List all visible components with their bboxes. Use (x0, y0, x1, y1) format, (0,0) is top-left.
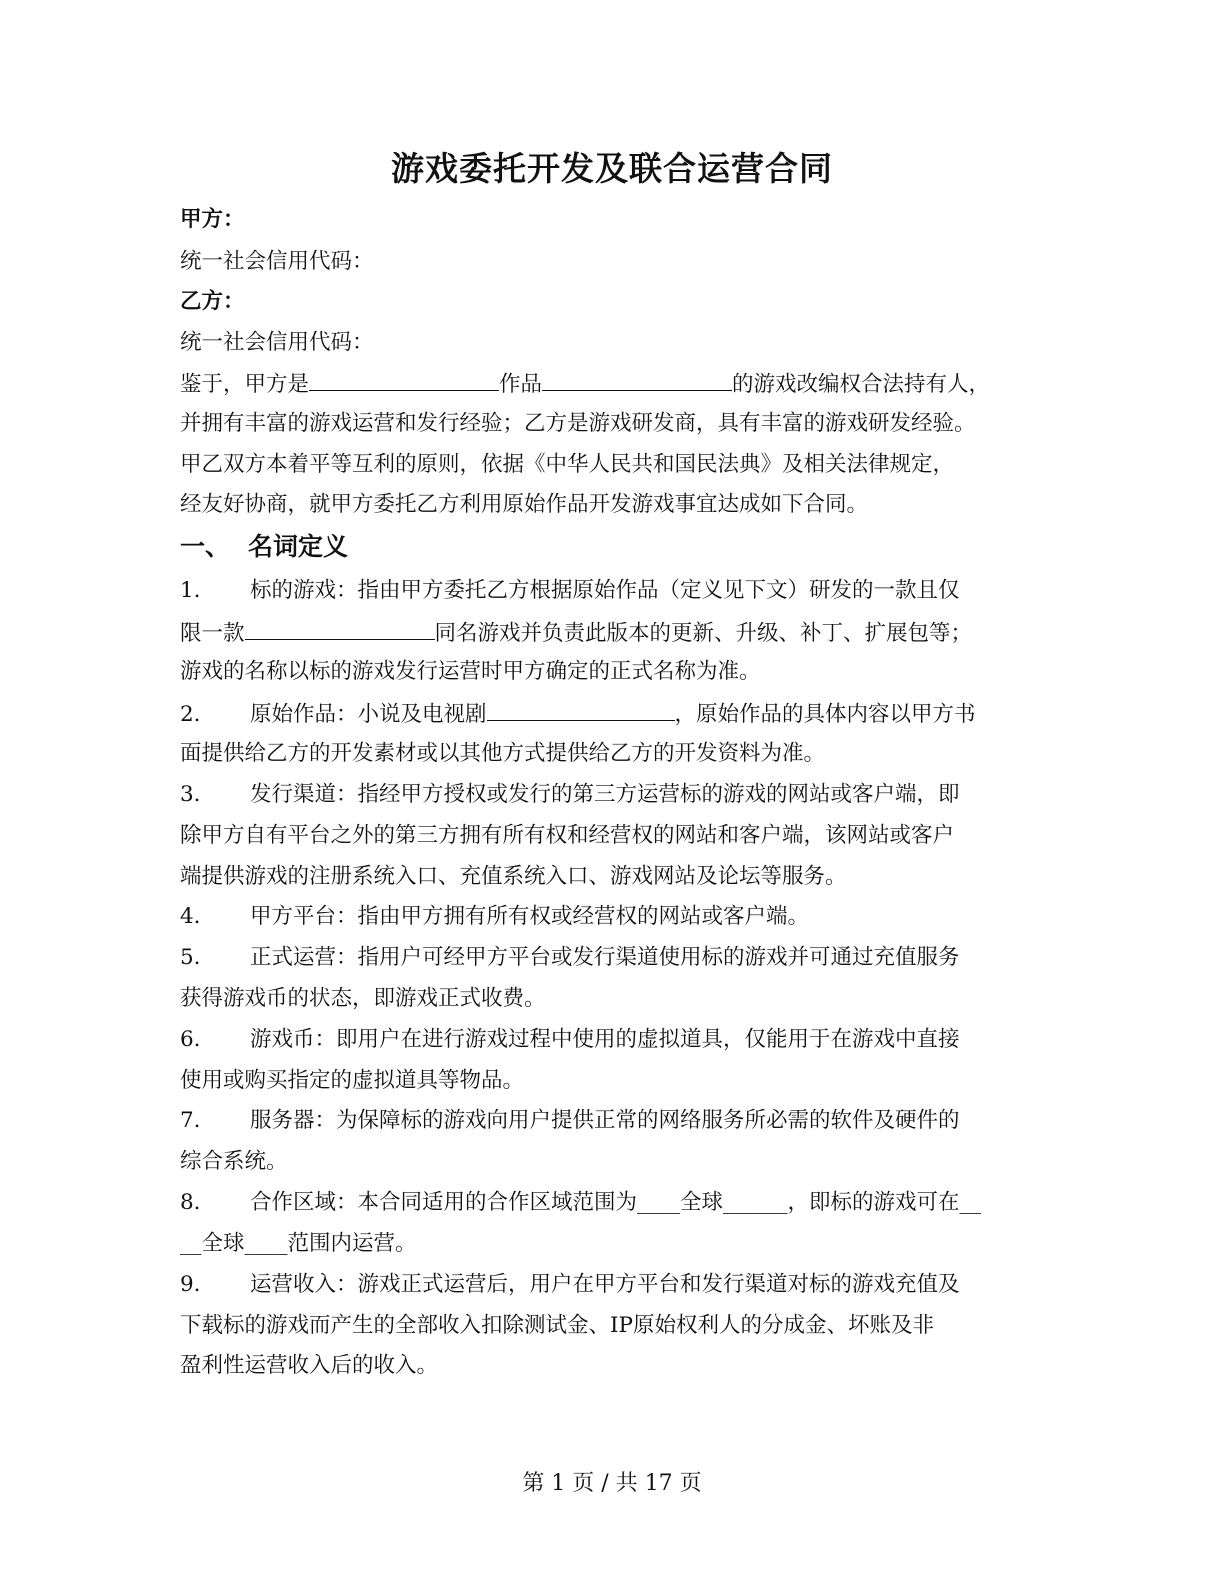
item-number: 5. (180, 945, 201, 970)
item-3-line-2: 除甲方自有平台之外的第三方拥有所有权和经营权的网站和客户端，该网站或客户 (180, 823, 955, 848)
party-b-label: 乙方： (180, 289, 245, 314)
item-number: 9. (180, 1272, 201, 1297)
item-6-line-1 (180, 1025, 1060, 1055)
party-b-code-label: 统一社会信用代码： (180, 330, 374, 355)
intro-text: 作品 (499, 372, 543, 397)
intro-text: 鉴于，甲方是 (180, 372, 310, 397)
item-text: 甲方平台：指由甲方拥有所有权或经营权的网站或客户端。 (250, 904, 810, 929)
item-text: 限一款 (180, 621, 245, 646)
item-3-line-1 (180, 780, 1060, 810)
item-9-line-3: 盈利性运营收入后的收入。 (180, 1353, 439, 1378)
item-1-line-3: 游戏的名称以标的游戏发行运营时甲方确定的正式名称为准。 (180, 659, 761, 684)
item-1-line-1 (180, 576, 1060, 606)
item-text: 发行渠道：指经甲方授权或发行的第三方运营标的游戏的网站或客户端，即 (250, 782, 960, 807)
item-number: 3. (180, 782, 201, 807)
item-2-line-1 (180, 698, 1060, 730)
original-work-blank[interactable] (487, 698, 675, 721)
intro-text: 的游戏改编权合法持有人， (732, 372, 991, 397)
region-field-start[interactable]: __ (959, 1190, 982, 1215)
item-number: 1. (180, 578, 201, 603)
item-text: 服务器：为保障标的游戏向用户提供正常的网络服务所必需的软件及硬件的 (250, 1108, 960, 1133)
item-7-line-2: 综合系统。 (180, 1149, 288, 1174)
item-text: 游戏币：即用户在进行游戏过程中使用的虚拟道具，仅能用于在游戏中直接 (250, 1027, 960, 1052)
work-owner-blank[interactable] (309, 368, 499, 391)
item-number: 6. (180, 1027, 201, 1052)
item-8-line-2 (180, 1229, 1060, 1259)
item-4-line-1 (180, 902, 1060, 932)
item-7-line-1 (180, 1106, 1060, 1136)
item-2-line-2: 面提供给乙方的开发素材或以其他方式提供给乙方的开发资料为准。 (180, 741, 826, 766)
item-text: 标的游戏：指由甲方委托乙方根据原始作品（定义见下文）研发的一款且仅 (250, 578, 960, 603)
section-number: 一、 (180, 532, 231, 561)
item-5-line-1 (180, 943, 1060, 973)
section-title: 名词定义 (248, 532, 349, 561)
region-field[interactable]: ____全球______ (637, 1190, 788, 1215)
item-number: 7. (180, 1108, 201, 1133)
intro-line-3: 甲乙双方本着平等互利的原则，依据《中华人民共和国民法典》及相关法律规定， (180, 452, 955, 477)
item-text: ，原始作品的具体内容以甲方书 (674, 702, 976, 727)
intro-line-1 (180, 368, 1060, 400)
party-a-code-label: 统一社会信用代码： (180, 249, 374, 274)
document-title: 游戏委托开发及联合运营合同 (391, 149, 833, 188)
item-9-line-2: 下载标的游戏而产生的全部收入扣除测试金、IP原始权利人的分成金、坏账及非 (180, 1313, 934, 1338)
item-text: 运营收入：游戏正式运营后，用户在甲方平台和发行渠道对标的游戏充值及 (250, 1272, 960, 1297)
item-text: 原始作品：小说及电视剧 (250, 702, 487, 727)
item-number: 4. (180, 904, 201, 929)
item-9-line-1 (180, 1270, 1060, 1300)
item-text: 合作区域：本合同适用的合作区域范围为 (250, 1190, 638, 1215)
item-text: ，即标的游戏可在 (787, 1190, 960, 1215)
intro-line-2: 并拥有丰富的游戏运营和发行经验；乙方是游戏研发商，具有丰富的游戏研发经验。 (180, 411, 976, 436)
region-field-2[interactable]: __全球____ (180, 1231, 288, 1256)
item-text: 范围内运营。 (287, 1231, 417, 1256)
work-name-blank[interactable] (542, 368, 732, 391)
game-name-blank[interactable] (245, 617, 435, 640)
item-text: 同名游戏并负责此版本的更新、升级、补丁、扩展包等； (434, 621, 973, 646)
intro-line-4: 经友好协商，就甲方委托乙方利用原始作品开发游戏事宜达成如下合同。 (180, 492, 869, 517)
page-footer: 第 1 页 / 共 17 页 (522, 1471, 702, 1496)
item-8-line-1 (180, 1188, 1060, 1218)
item-number: 8. (180, 1190, 201, 1215)
party-a-label: 甲方： (180, 207, 245, 232)
item-6-line-2: 使用或购买指定的虚拟道具等物品。 (180, 1068, 525, 1093)
section-heading (180, 532, 1060, 562)
item-5-line-2: 获得游戏币的状态，即游戏正式收费。 (180, 986, 546, 1011)
item-1-line-2 (180, 617, 1060, 649)
item-number: 2. (180, 702, 201, 727)
item-text: 正式运营：指用户可经甲方平台或发行渠道使用标的游戏并可通过充值服务 (250, 945, 960, 970)
item-3-line-3: 端提供游戏的注册系统入口、充值系统入口、游戏网站及论坛等服务。 (180, 864, 847, 889)
